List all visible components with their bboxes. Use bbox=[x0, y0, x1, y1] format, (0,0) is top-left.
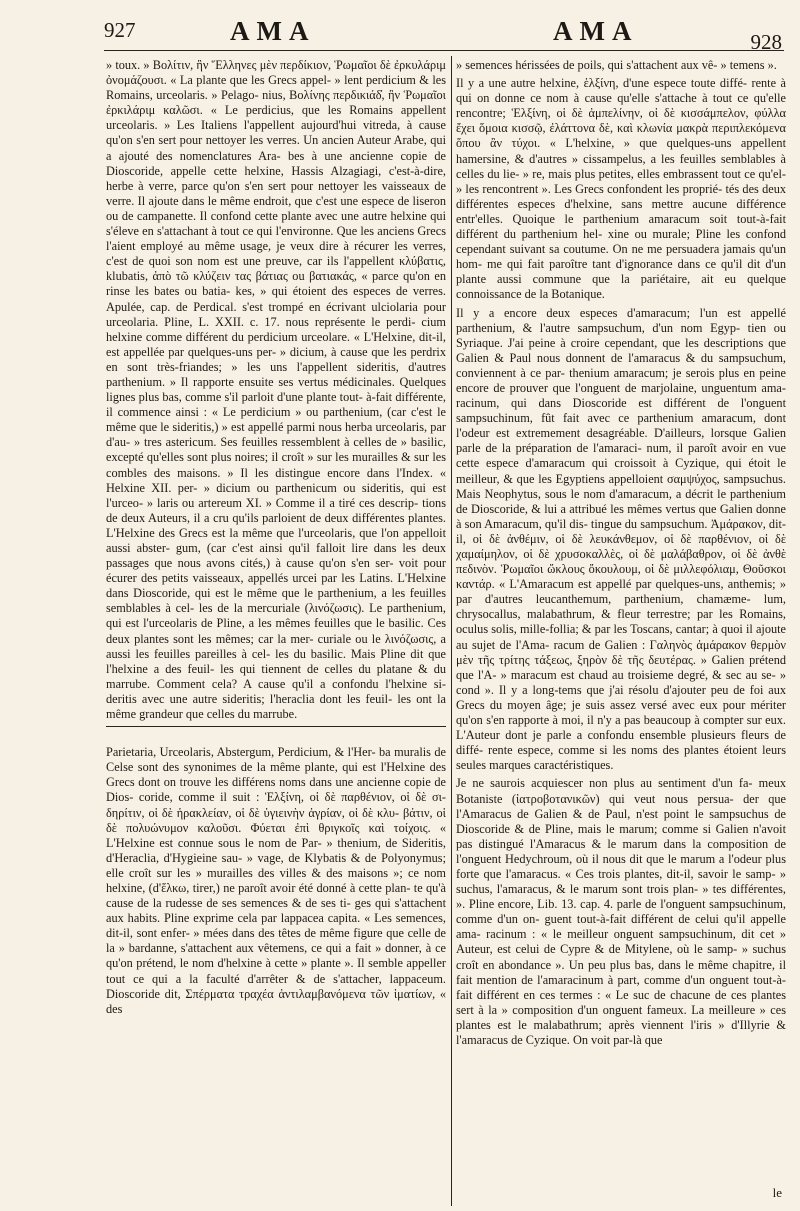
column-divider bbox=[451, 56, 452, 1206]
catchword: le bbox=[772, 1185, 782, 1200]
left-paragraph-2: Parietaria, Urceolaris, Abstergum, Perdicium, & l'Her- ba muralis de Celse sont des synonimes de la même plante, qui est l'Helxine des Grecs dont on trouve les différens noms dans une ancienne copie de Dios- coride, comme il suit : Ἑλξίνη, οἱ δὲ παρθένιον, οἱ δὲ σι- δηρίτιν, οἱ δὲ ἡρακλείαν, οἱ δὲ ὑγιεινὴν ἀγρίαν, οἱ δὲ κλυ- βάτιν, οἱ δὲ πολυώνυμον καλοῦσι. Φύεται ἐπὶ θριγκοῖς καὶ τοίχοις. « L'Helxine est connue sous le nom de Par- » thenium, de Sideritis, d'Heraclia, d'Hygieine sau- » vage, de Klybatis & de Polyonymus; elle croît sur les » murailles des villes & des maisons »; ce nom helxine, (d'ἕλκω, tirer,) ne paroît avoir été donné à cette plan- te qu'à cause de la rudesse de ses semences & de ses ti- ges qui s'attachent aux habits. Pline exprime cela par lappacea capita. « Les semences, dit-il, sont enfer- » mées dans des têtes de même figure que celle de la » bardanne, s'attachent aux vêtemens, ce qui a fait » donner, à ce qu'on prétend, le nom d'helxine à cette » plante ». Il semble appeller tout ce qui a la faculté d'arrêter & de s'attacher, lappaceum. Dioscoride dit, Σπέρματα τραχέα ἀντιλαμβανόμενα τῶν ἱματίων, « des bbox=[106, 745, 446, 1016]
left-column bbox=[106, 58, 446, 1020]
header-rule bbox=[104, 50, 784, 51]
page-number-right: 928 bbox=[750, 30, 782, 54]
right-paragraph-4: Je ne saurois acquiescer non plus au sentiment d'un fa- meux Botaniste (ἰατροβοτανικῶν) qui veut nous persua- der que l'Amaracus de Galien & de Paul, n'est point le sampsuchus de Dioscoride & de Pline, mais le marum; comme si Galien n'avoit pas distingué l'Amaracus & le marum dans la composition de l'onguent Hedychroum, où il nous dit que le marum a l'odeur plus forte que l'amaracus. « Ces trois plantes, dit-il, savoir le samp- » suchus, l'amaracus, & le marum sont trois plan- » tes différentes, ». Pline encore, Lib. 13. cap. 4. parle de l'onguent sampsuchinum, comme d'un on- guent tout-à-fait différent de celui qu'il appelle ama- racinum : « le meilleur onguent sampsuchinum, dit cet » Auteur, est celui de Cypre & de Mitylene, où le samp- » suchus croît en abondance ». Un peu plus bas, dans le même chapitre, il fait mention de l'amaracinum à part, comme d'un onguent tout-à-fait différent en ces termes : « Le suc de chacune de ces plantes sert à la » composition d'un onguent fameux. La meilleure » ces plantes est le malabathrum; après viennent l'iris » d'Illyrie & l'amaracus de Cyzique. On voit par-là que bbox=[456, 776, 786, 1047]
running-head-right: AMA bbox=[553, 16, 639, 46]
running-head-left: AMA bbox=[230, 16, 316, 46]
right-paragraph-3: Il y a encore deux especes d'amaracum; l'un est appellé parthenium, & l'autre sampsuchum, d'un nom Egyp- tien ou Syriaque. J'ai peine à croire cependant, que les descriptions que Galien & Paul nous donnent de l'amaracus & du sampsuchum, conviennent à ce par- thenium amaracum; je serois plus en peine encore de prouver que l'onguent de marjolaine, unguentum ama- racinum, qui dans Dioscoride est différent de l'onguent sampsuchinum, fût fait avec ce parthenium amaracum, dont l'odeur est extremement desagréable. D'ailleurs, lorsque Galien parle de la préparation de l'amaraci- num, il paroît avoir en vue cette espece d'amaracum qui croissoit à Cyzique, qui étoit le meilleur, & que les Egyptiens appelloient σαμψύχος, sampsuchus. Mais Neophytus, sous le nom d'amaracum, a décrit le parthenium de Dioscoride, & lui a attribué les mêmes vertus que Galien donne à son Amaracum, qu'il dis- tingue du sampsuchum. Ἀμάρακον, dit-il, οἱ δὲ ἀνθέμιν, οἱ δὲ λευκάνθεμον, οἱ δὲ παρθένιον, οἱ δὲ χαμαίμηλον, οἱ δὲ χρυσοκαλλὲς, οἱ δὲ μαλάβαθρον, οἱ δὲ ἀνθὲ πεδινὸν. Ῥωμαῖοι ὤκλους ὄκουλουμ, οἱ δὲ μιλλεφόλιαμ, Θοῦσκοι καντάρ. « L'Amaracum est appellé par quelques-uns, anthemis; » par d'autres leucanthemum, parthenium, chamæme- lum, chrysocallus, malabathrum, & fleur terrestre; par les Romains, oculus solis, mille-follia; & par les Toscans, cantar; à quoi il ajoute au sujet de l'Ama- racum de Galien : Γαληνὸς ἀμάρακον θερμὸν μὲν τῆς τρίτης τάξεως, ξηρὸν δὲ τῆς δευτέρας. » Galien prétend que l'A- » maracum est chaud au troisieme degré, & sec au se- » cond ». Il y a long-tems que j'ai résolu d'ajouter peu de foi aux Grecs du moyen âge; je suis assez versé avec eux pour mériter qu'on s'en rapporte à moi, il n'y a pas beaucoup à compter sur eux. L'Auteur dont je parle a confondu ensemble plusieurs fleurs de diffé- rente espece, comme si les noms des plantes étoient leurs seules marques caractéristiques. bbox=[456, 305, 786, 773]
right-paragraph-1: » semences hérissées de poils, qui s'attachent aux vê- » temens ». bbox=[456, 58, 777, 72]
left-paragraph-1: » toux. » Βολίτιν, ἣν Ἕλληνες μὲν περδίκιον, Ῥωμαῖοι δὲ ἐρκυλάριμ ὀνομάζουσι. « La plante que les Grecs appel- » lent perdicium & les Romains, urceolaris. » Pelago- nius, Βολίνης περδικιάδ̓, ἣν Ῥωμαῖοι ἐρκιλάριμ καλῶσι. « Le perdicius, que les Romains appellent urceolaris. » Les Italiens l'appellent aujourd'hui vitreda, à cause qu'on s'en sert pour nettoyer les verres. Un ancien Auteur Arabe, qui a ajouté des nomenclatures Ara- bes à une ancienne copie de Dioscoride, appelle cette helxine, Hassis Alzagiagi, c'est-à-dire, herbe à verre, parce qu'on s'en sert pour nettoyer les vaisseaux de verre. Il ajoute dans le même endroit, que c'est une espece de liseron ou de campanette. Il confond cette plante avec une autre helxine qui s'éleve en s'attachant à tout ce qui l'environne. Que les anciens Grecs l'aient employé au même usage, je veux dire à récurer les verres, c'est de quoi son nom est une preuve, car ils l'appellent κλύβατις, klubatis, ἀπὸ τῶ κλύζειν τας βάτιας ou βατιακάς, « parce qu'on en rinse les bates ou batia- kes, » qui étoient des especes de verres. Apulée, cap. de Perdical. s'est trompé en écrivant ulciolaria pour urceolaria. Pline, L. XXII. c. 17. nous représente le perdi- cium helxine comme différent du perdicium urceolare. « L'Helxine, dit-il, est appellée par quelques-uns per- » dicium, à cause que les perdrix en sont très-friandes; » les uns l'appellent sideritis, d'autres parthenium. » Il rapporte ensuite ses vertus médicinales. Quelques lignes plus bas, comme s'il parloit d'une plante tout- à-fait différente, il commence ainsi : « Le perdicium » ou parthenium, (car c'est le même que le sideritis,) » est appellé parmi nous herba urceolaris, par d'au- » tres astericum. Ses feuilles ressemblent à celles de » basilic, excepté qu'elles sont plus noires; il croît » sur les murailles & sur les combles des maisons. » Il les distingue encore dans l'Index. « Helxine XII. per- » dicium ou parthenicum ou sideritis, qui est l'urceo- » laris ou artereum XI. » Comme il a tiré ces descrip- tions de deux Auteurs, il a cru qu'ils parloient de deux différentes plantes. L'Helxine des Grecs est la même que l'urceolaris, que l'on appelloit aussi abster- gum, (car c'est ainsi qu'il falloit lire dans les deux passages que nous avons cités,) à cause qu'on s'en ser- voit pour écurer des petits vaisseaux, appellés urcei par les Latins. L'Helxine dans Dioscoride, qui est le même que le parthenium, a les feuilles semblables à cel- les de la mercuriale (λινόζωσις). Le parthenium, qui est l'urceolaris de Pline, a les mêmes feuilles que le basilic. Ces deux plantes sont les mêmes; car la mer- curiale ou le λινόζωσις, a aussi les feuilles pareilles à cel- les du basilic. Mais Pline dit que l'helxine a des feuil- les qui tiennent de celles du platane & du marrube. Comment cela? A cause qu'il a confondu l'helxine si- deritis avec une autre sideritis; l'heraclia dont les feuil- les ont la même grandeur que celles du marrube. bbox=[106, 58, 446, 722]
right-paragraph-2: Il y a une autre helxine, ἑλξίνη, d'une espece toute diffé- rente à qui on donne ce nom à cause qu'elle s'attache à tout ce qu'elle rencontre; Ἑλξίνη, οἱ δὲ ἀμπελίνην, οἱ δὲ κισσάμπελον, φύλλα ἔχει ὅμοια κισσῷ, ἐλάττονα δὲ, καὶ κλωνία μακρὰ περιπλεκόμενα ὅπου ἂν τύχοι. « L'helxine, » que quelques-uns appellent hamersine, & d'autres » cissampelus, a les feuilles semblables à celles du lie- » re, mais plus petites, elles embrassent tout ce qu'el- » les rencontrent ». Les Grecs confondent les proprié- tés des deux différentes especes d'helxine, sans mettre aucune différence entr'elles. Quoique le parthenium amaracum soit tout-à-fait différent du parthenium hel- xine ou murale; Pline les confond cependant suivant sa coutume. On ne me persuadera jamais qu'un hom- me qui fait paroître tant d'ignorance dans ce qu'il dit d'un plante aussi commune que la pariétaire, ait eu quelque connoissance de la Botanique. bbox=[456, 76, 786, 302]
page-header bbox=[0, 12, 800, 52]
right-column bbox=[456, 58, 786, 1051]
section-divider bbox=[106, 726, 446, 739]
page-number-left: 927 bbox=[104, 18, 136, 42]
